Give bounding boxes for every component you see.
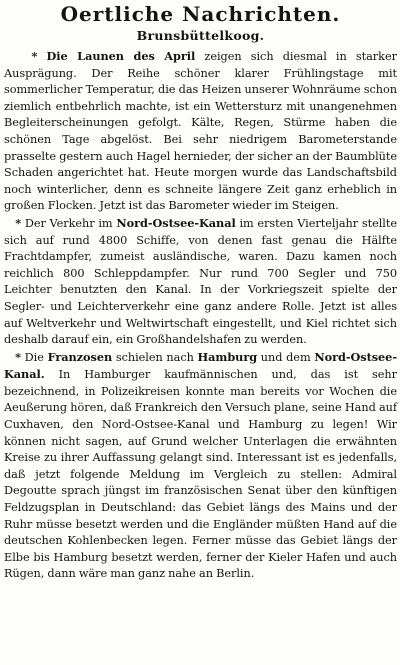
article-lead-hamburg: Hamburg <box>197 349 258 364</box>
paragraph-marker: * <box>15 215 22 230</box>
article-pre: Die <box>24 350 44 364</box>
article-lead-canal: Nord-Ostsee-Kanal. <box>4 349 397 382</box>
article-lead: Die Launen des April <box>46 49 196 63</box>
section-title: Oertliche Nachrichten. <box>60 2 341 26</box>
article-mid: schielen nach <box>115 350 194 364</box>
article-lead: Nord-Ostsee-Kanal <box>116 215 236 230</box>
paragraph-marker: * <box>15 349 21 364</box>
article-lead: Franzosen <box>47 349 113 364</box>
paragraph-marker: * <box>31 49 38 63</box>
article-mid: und dem <box>260 350 311 364</box>
article-pre: Der Verkehr im <box>24 216 113 230</box>
article-april-weather <box>4 48 397 215</box>
article-canal-traffic <box>4 215 397 349</box>
article-body: In Hamburger kaufmännischen und, das ist sehr bezeichnend, in Polizeikreisen konnte man bereits vor Wochen die Aeußerung hören, daß Frankreich den Versuch plane, seine Hand auf Cuxhaven, den Nord-Ostsee-Kanal und Hamburg zu legen! Wir können nicht sagen, auf Grund welcher Unterlagen die erwähnten Kreise zu ihrer Auffassung gelangt sind. Interessant ist es jedenfalls, daß jetzt folgende Meldung im Vergleich zu stellen: Admiral Degoutte sprach jüngst im französischen Senat über den künftigen Feldzugsplan in Deutschland: das Gebiet längs des Mains und der Ruhr müsse besetzt werden und die Engländer müßten Hand auf die deutschen Kohlenbecken legen. Ferner müsse das Gebiet längs der Elbe bis Hamburg besetzt werden, ferner der Kieler Hafen und auch Rügen, dann wäre man ganz nahe an Berlin. <box>4 368 397 581</box>
place-heading: Brunsbüttelkoog. <box>136 28 265 43</box>
article-french-plans <box>4 349 397 583</box>
article-body: im ersten Vierteljahr stellte sich auf rund 4800 Schiffe, von denen fast genau die Hälfte Frachtdampfer, zumeist ausländische, waren. Dazu kamen noch reichlich 800 Schleppdampfer. Nur rund 700 Segler und 750 Leichter benutzten den Kanal. In der Vorkriegszeit spielte der Segler- und Leichterverkehr eine ganz andere Rolle. Jetzt ist alles auf Weltverkehr und Weltwirtschaft eingestellt, und Kiel richtet sich deshalb darauf ein, ein Großhandelshafen zu werden. <box>4 216 397 347</box>
article-body: zeigen sich diesmal in starker Ausprägung. Der Reihe schöner klarer Frühlingstage mit sommerlicher Temperatur, die das Heizen unserer Wohnräume schon ziemlich entbehrlich machte, ist ein Wettersturz mit unangenehmen Begleiterscheinungen gefolgt. Kälte, Regen, Stürme haben die schönen Tage abgelöst. Bei sehr niedrigem Barometerstande prasselte gestern auch Hagel hernieder, der sicher an der Baumblüte Schaden angerichtet hat. Heute morgen wurde das Landschaftsbild noch winterlicher, denn es schneite längere Zeit ganz erheblich in großen Flocken. Jetzt ist das Barometer wieder im Steigen. <box>4 50 397 213</box>
